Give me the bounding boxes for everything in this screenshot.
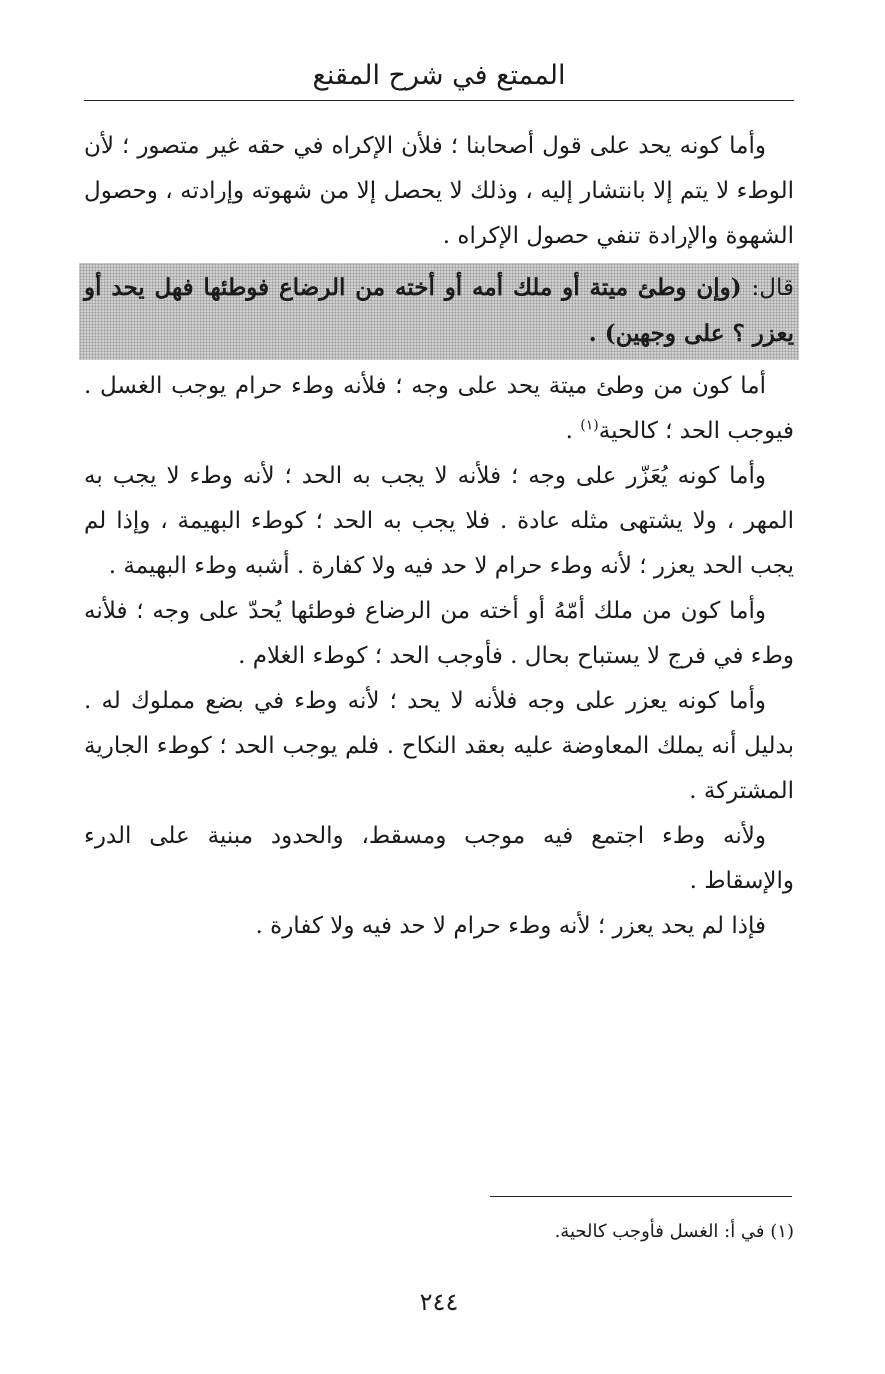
paragraph-1: وأما كونه يحد على قول أصحابنا ؛ فلأن الإكراه في حقه غير متصور ؛ لأن الوطء لا يتم إلا بانتشار إليه ، وذلك لا يحصل إلا من شهوته وإرادته ، وحصول الشهوة والإرادة تنفي حصول الإكراه . — [84, 133, 794, 249]
paragraph-2 — [84, 364, 794, 454]
paragraph-7: فإذا لم يحد يعزر ؛ لأنه وطء حرام لا حد فيه ولا كفارة . — [255, 913, 766, 939]
paragraph-3: وأما كونه يُعَزّر على وجه ؛ فلأنه لا يجب به الحد ؛ لأنه وطء لا يجب به المهر ، ولا يشتهى مثله عادة . فلا يجب به الحد ؛ كوطء البهيمة ، وإذا لم يجب الحد يعزر ؛ لأنه وطء حرام لا حد فيه ولا كفارة . أشبه وطء البهيمة . — [84, 463, 794, 579]
running-header-title: الممتع في شرح المقنع — [312, 60, 566, 91]
paragraph-2-text: أما كون من وطئ ميتة يحد على وجه ؛ فلأنه وطء حرام يوجب الغسل . فيوجب الحد ؛ كالحية — [84, 373, 794, 444]
footnote-reference: (١) — [580, 417, 599, 434]
main-text — [84, 124, 794, 949]
paragraph-6: ولأنه وطء اجتمع فيه موجب ومسقط، والحدود مبنية على الدرء والإسقاط . — [84, 823, 794, 894]
matn-qala-label: قال: — [751, 275, 794, 301]
highlighted-matn-block — [79, 263, 799, 360]
paragraph-5: وأما كونه يعزر على وجه فلأنه لا يحد ؛ لأنه وطء في بضع مملوك له . بدليل أنه يملك المعاوضة عليه بعقد النكاح . فلم يوجب الحد ؛ كوطء الجارية المشتركة . — [84, 688, 794, 804]
header-rule — [84, 100, 794, 101]
matn-text: (وإن وطئ ميتة أو ملك أمه أو أخته من الرضاع فوطئها فهل يحد أو يعزر ؟ على وجهين) . — [84, 274, 794, 347]
footnote-rule — [490, 1196, 792, 1197]
page-number: ٢٤٤ — [419, 1288, 459, 1316]
footnote-text: (١) في أ: الغسل فأوجب كالحية. — [554, 1221, 794, 1242]
paragraph-2-end: . — [565, 418, 581, 444]
paragraph-4: وأما كون من ملك أمّهُ أو أخته من الرضاع فوطئها يُحدّ على وجه ؛ فلأنه وطء في فرج لا يستباح بحال . فأوجب الحد ؛ كوطء الغلام . — [84, 598, 794, 669]
